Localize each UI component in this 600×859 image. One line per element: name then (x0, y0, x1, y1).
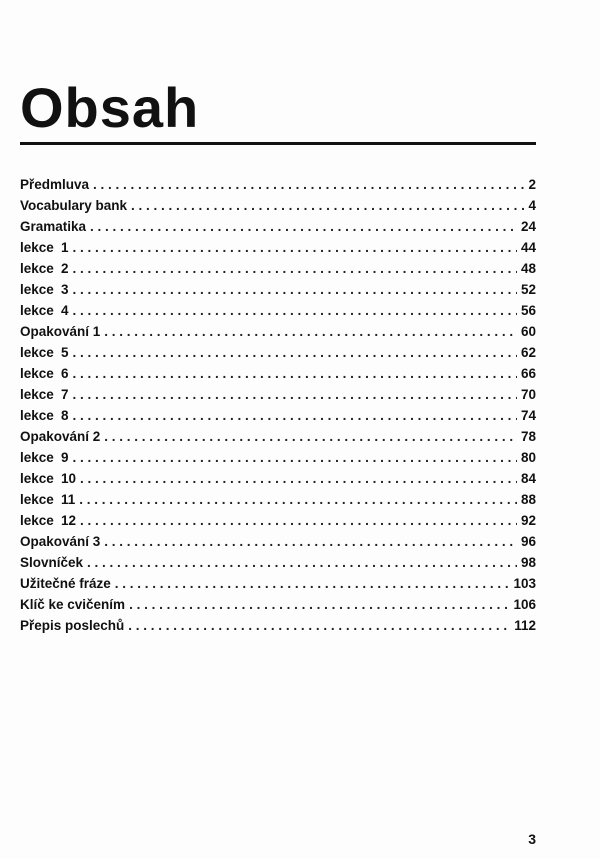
toc-entry-lesson-number: 11 (61, 492, 76, 507)
toc-leader-dots (79, 492, 517, 507)
toc-entry-label (20, 471, 80, 486)
toc-entry-label (20, 240, 73, 255)
toc-entry (20, 198, 536, 219)
toc-leader-dots (128, 618, 510, 633)
toc-entry-lesson-number: 7 (61, 387, 69, 402)
toc-entry-page: 112 (514, 618, 536, 633)
toc-entry-label: Vocabulary bank (20, 198, 128, 213)
toc-entry-lesson-number: 2 (61, 261, 69, 276)
toc-entry-label: Přepis poslechů (20, 618, 125, 633)
toc-entry-lesson-number: 1 (61, 240, 69, 255)
toc-leader-dots (73, 450, 517, 465)
toc-leader-dots (73, 261, 517, 276)
toc-entry-label (20, 282, 73, 297)
toc-entry-label (20, 408, 73, 423)
toc-entry (20, 345, 536, 366)
page-title: Obsah (20, 76, 200, 139)
toc-leader-dots (115, 576, 510, 591)
toc-entry-lesson-word: lekce (20, 471, 54, 486)
toc-entry-lesson-number: 12 (61, 513, 77, 528)
toc-entry-page: 24 (520, 219, 536, 234)
toc-entry-label (20, 261, 73, 276)
toc-leader-dots (87, 555, 517, 570)
toc-entry (20, 534, 536, 555)
toc-entry-label: Předmluva (20, 177, 90, 192)
toc-entry-label: Slovníček (20, 555, 84, 570)
toc-leader-dots (93, 177, 524, 192)
toc-leader-dots (73, 303, 517, 318)
toc-entry (20, 450, 536, 471)
toc-entry-lesson-number: 8 (61, 408, 69, 423)
toc-entry-page: 62 (520, 345, 536, 360)
toc-entry-page: 60 (520, 324, 536, 339)
toc-entry (20, 597, 536, 618)
toc-entry-label: Opakování 2 (20, 429, 101, 444)
toc-entry-page: 80 (520, 450, 536, 465)
toc-entry (20, 324, 536, 345)
toc-entry (20, 576, 536, 597)
toc-entry-lesson-word: lekce (20, 261, 54, 276)
toc-entry-page: 78 (520, 429, 536, 444)
toc-entry-label: Klíč ke cvičením (20, 597, 126, 612)
toc-leader-dots (73, 366, 517, 381)
toc-entry-page: 74 (520, 408, 536, 423)
toc-leader-dots (73, 345, 517, 360)
toc-entry-lesson-word: lekce (20, 450, 54, 465)
toc-entry-page: 88 (520, 492, 536, 507)
toc-entry-lesson-number: 10 (61, 471, 77, 486)
toc-entry (20, 219, 536, 240)
toc-entry (20, 177, 536, 198)
toc-entry (20, 282, 536, 303)
toc-entry-page: 70 (520, 387, 536, 402)
toc-entry-lesson-number: 9 (61, 450, 69, 465)
toc-entry (20, 303, 536, 324)
toc-entry-lesson-word: lekce (20, 366, 54, 381)
toc-entry-page: 103 (513, 576, 536, 591)
toc-leader-dots (90, 219, 517, 234)
toc-entry-lesson-word: lekce (20, 408, 54, 423)
page-number: 3 (528, 831, 536, 847)
toc-entry-lesson-number: 4 (61, 303, 69, 318)
toc-entry-label: Opakování 3 (20, 534, 101, 549)
toc-entry-label (20, 492, 79, 507)
toc-entry (20, 387, 536, 408)
toc-entry-lesson-number: 6 (61, 366, 69, 381)
title-rule (20, 142, 536, 145)
toc-entry-page: 52 (520, 282, 536, 297)
toc-entry-label (20, 366, 73, 381)
toc-entry (20, 513, 536, 534)
toc-leader-dots (80, 471, 517, 486)
toc-leader-dots (73, 282, 517, 297)
toc-entry-lesson-word: lekce (20, 240, 54, 255)
toc-entry-lesson-number: 3 (61, 282, 69, 297)
toc-entry-lesson-word: lekce (20, 282, 54, 297)
toc-leader-dots (80, 513, 517, 528)
toc-entry-label (20, 513, 80, 528)
toc-leader-dots (73, 408, 517, 423)
toc-leader-dots (104, 534, 517, 549)
toc-entry-lesson-number: 5 (61, 345, 69, 360)
toc-entry-page: 44 (520, 240, 536, 255)
toc-entry (20, 240, 536, 261)
toc-leader-dots (73, 387, 517, 402)
table-of-contents (20, 177, 536, 639)
toc-entry-page: 106 (513, 597, 536, 612)
toc-entry-page: 48 (520, 261, 536, 276)
toc-entry-page: 92 (520, 513, 536, 528)
toc-entry (20, 555, 536, 576)
toc-entry-page: 84 (520, 471, 536, 486)
toc-entry-page: 2 (528, 177, 536, 192)
toc-entry-lesson-word: lekce (20, 492, 54, 507)
toc-leader-dots (131, 198, 524, 213)
toc-entry-lesson-word: lekce (20, 345, 54, 360)
toc-entry-page: 66 (520, 366, 536, 381)
toc-leader-dots (129, 597, 509, 612)
toc-entry-page: 56 (520, 303, 536, 318)
toc-entry-label (20, 387, 73, 402)
toc-entry (20, 471, 536, 492)
toc-leader-dots (73, 240, 517, 255)
toc-entry (20, 408, 536, 429)
toc-entry (20, 366, 536, 387)
toc-entry (20, 492, 536, 513)
toc-entry-label: Opakování 1 (20, 324, 101, 339)
toc-entry-label: Užitečné fráze (20, 576, 111, 591)
toc-entry-page: 4 (528, 198, 536, 213)
toc-entry-label: Gramatika (20, 219, 87, 234)
toc-entry (20, 261, 536, 282)
toc-leader-dots (104, 324, 517, 339)
toc-leader-dots (104, 429, 517, 444)
toc-entry-lesson-word: lekce (20, 387, 54, 402)
toc-entry-label (20, 450, 73, 465)
toc-entry-lesson-word: lekce (20, 303, 54, 318)
toc-entry (20, 618, 536, 639)
toc-entry-label (20, 303, 73, 318)
toc-entry-lesson-word: lekce (20, 513, 54, 528)
toc-entry-page: 98 (520, 555, 536, 570)
toc-entry-label (20, 345, 73, 360)
toc-entry-page: 96 (520, 534, 536, 549)
toc-entry (20, 429, 536, 450)
